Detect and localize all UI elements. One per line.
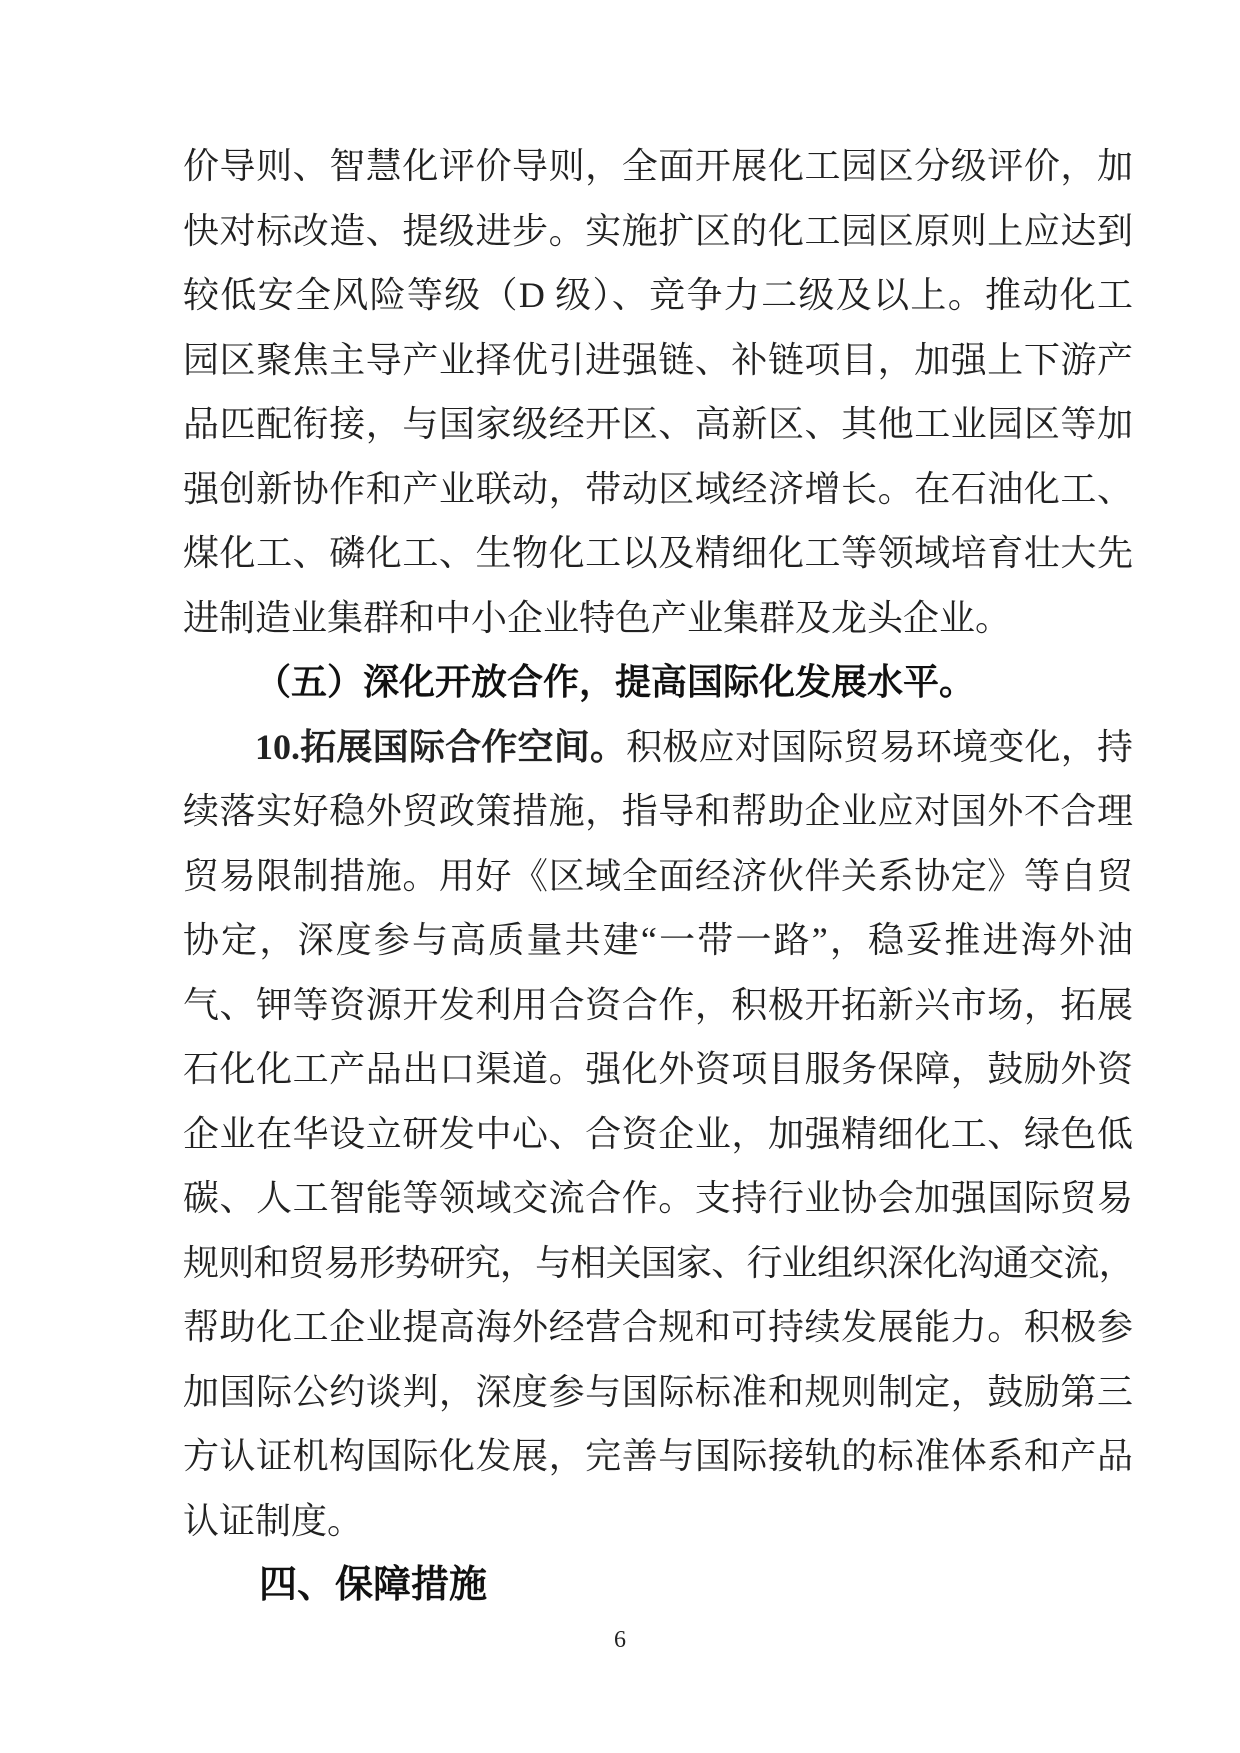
- text-run: 规则和贸易形势研究，与相关国家、行业组织深化沟通交流，: [183, 1242, 1133, 1283]
- text-run: 快对标改造、提级进步。实施扩区的化工园区原则上应达到: [183, 210, 1133, 251]
- text-line: [183, 1424, 1133, 1489]
- text-line: [183, 908, 1133, 973]
- text-line: [183, 457, 1133, 522]
- text-line: [183, 1360, 1133, 1425]
- text-line: [183, 328, 1133, 393]
- text-run: 贸易限制措施。用好《区域全面经济伙伴关系协定》等自贸: [183, 855, 1133, 896]
- text-line: [183, 199, 1133, 264]
- bold-text-run: 10.拓展国际合作空间。: [255, 726, 627, 767]
- text-line: [183, 263, 1133, 328]
- text-line: [183, 586, 1133, 651]
- text-line: [183, 1489, 1133, 1554]
- text-line: [183, 1102, 1133, 1167]
- text-line: [183, 1295, 1133, 1360]
- text-run: 续落实好稳外贸政策措施，指导和帮助企业应对国外不合理: [183, 791, 1133, 831]
- text-line: [183, 715, 1133, 780]
- text-run: 加国际公约谈判，深度参与国际标准和规则制定，鼓励第三: [183, 1371, 1133, 1412]
- text-run: 煤化工、磷化工、生物化工以及精细化工等领域培育壮大先: [183, 533, 1133, 573]
- text-run: 强创新协作和产业联动，带动区域经济增长。在石油化工、: [183, 468, 1133, 509]
- text-run: 协定，深度参与高质量共建“一带一路”，稳妥推进海外油: [183, 920, 1133, 960]
- text-line: [183, 134, 1133, 199]
- text-line: [183, 1231, 1133, 1296]
- text-run: 价导则、智慧化评价导则，全面开展化工园区分级评价，加: [183, 146, 1133, 186]
- text-run: 较低安全风险等级（D 级）、竞争力二级及以上。推动化工: [183, 275, 1133, 315]
- text-line: [183, 973, 1133, 1038]
- text-line: [183, 844, 1133, 909]
- text-line: [183, 1037, 1133, 1102]
- bold-text-run: （五）深化开放合作，提高国际化发展水平。: [255, 662, 976, 702]
- section-heading: [183, 650, 1133, 715]
- text-run: 认证制度。: [183, 1500, 364, 1541]
- section-heading: [183, 1553, 1133, 1618]
- text-run: 帮助化工企业提高海外经营合规和可持续发展能力。积极参: [183, 1307, 1133, 1347]
- text-run: 气、钾等资源开发利用合资合作，积极开拓新兴市场，拓展: [183, 984, 1133, 1025]
- document-body: [183, 134, 1133, 1618]
- text-run: 方认证机构国际化发展，完善与国际接轨的标准体系和产品: [183, 1436, 1133, 1476]
- page-number: 6: [614, 1627, 626, 1653]
- text-line: [183, 392, 1133, 457]
- text-run: 积极应对国际贸易环境变化，持: [626, 726, 1133, 767]
- text-run: 石化化工产品出口渠道。强化外资项目服务保障，鼓励外资: [183, 1049, 1133, 1089]
- text-line: [183, 521, 1133, 586]
- text-run: 品匹配衔接，与国家级经开区、高新区、其他工业园区等加: [183, 404, 1133, 444]
- bold-text-run: 四、保障措施: [259, 1564, 488, 1606]
- text-run: 碳、人工智能等领域交流合作。支持行业协会加强国际贸易: [183, 1178, 1133, 1218]
- text-run: 园区聚焦主导产业择优引进强链、补链项目，加强上下游产: [183, 339, 1133, 380]
- text-run: 企业在华设立研发中心、合资企业，加强精细化工、绿色低: [183, 1113, 1133, 1154]
- text-run: 进制造业集群和中小企业特色产业集群及龙头企业。: [183, 597, 1012, 638]
- text-line: [183, 1166, 1133, 1231]
- text-line: [183, 779, 1133, 844]
